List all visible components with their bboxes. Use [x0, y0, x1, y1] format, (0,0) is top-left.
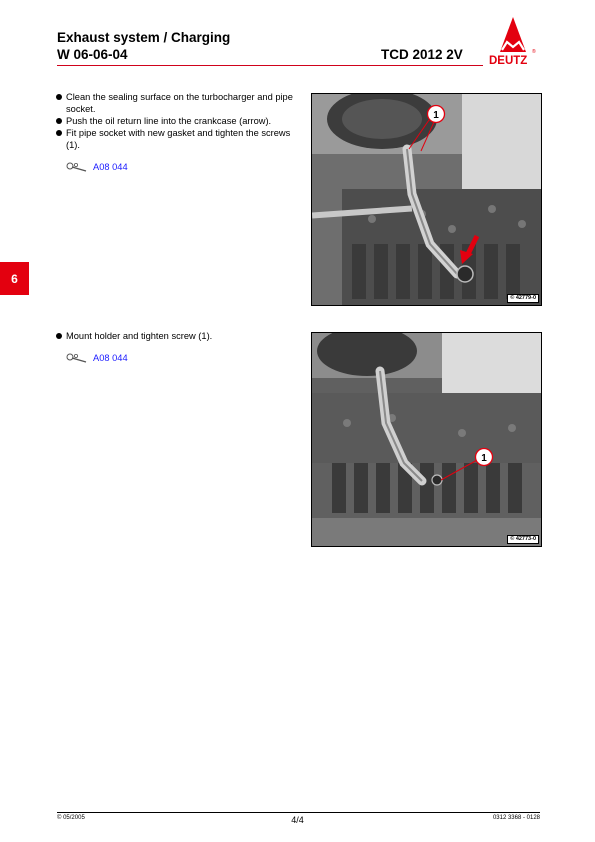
engine-model: TCD 2012 2V — [381, 47, 463, 62]
photo-holder-screw — [311, 332, 542, 547]
photo-turbocharger-pipe — [311, 93, 542, 306]
registered-mark: ® — [532, 49, 536, 55]
document-title: Exhaust system / Charging — [57, 30, 231, 45]
wrench-icon — [66, 162, 88, 172]
list-item: Mount holder and tighten screw (1). — [55, 330, 300, 342]
bullet-icon — [56, 130, 62, 136]
header-rule — [57, 65, 483, 66]
instruction-list-1 — [55, 91, 300, 173]
bullet-icon — [56, 118, 62, 124]
instruction-list-2 — [55, 330, 300, 364]
tool-reference[interactable] — [55, 161, 300, 173]
callout-1: 1 — [433, 110, 439, 121]
footer-copyright: © 05/2005 — [57, 815, 85, 821]
tool-reference-link[interactable]: A08 044 — [93, 353, 128, 363]
bullet-icon — [56, 333, 62, 339]
list-item: Push the oil return line into the crankcase (arrow). — [55, 115, 300, 127]
footer-rule — [57, 812, 540, 813]
document-code: W 06-06-04 — [57, 47, 128, 62]
brand-name: DEUTZ — [489, 55, 528, 67]
tool-reference[interactable] — [55, 352, 300, 364]
wrench-icon — [66, 353, 88, 363]
list-item: Clean the sealing surface on the turbocharger and pipe socket. — [55, 91, 300, 115]
photo-id: © 42779-0 — [507, 294, 539, 303]
page-number: 4/4 — [291, 815, 304, 825]
document-number: 0312 3368 - 0128 — [492, 815, 540, 821]
callout-1: 1 — [481, 453, 487, 464]
list-item: Fit pipe socket with new gasket and tighten the screws (1). — [55, 127, 300, 151]
deutz-logo — [485, 16, 541, 68]
photo-id: © 42773-0 — [507, 535, 539, 544]
tool-reference-link[interactable]: A08 044 — [93, 162, 128, 172]
chapter-tab: 6 — [0, 262, 29, 295]
bullet-icon — [56, 94, 62, 100]
